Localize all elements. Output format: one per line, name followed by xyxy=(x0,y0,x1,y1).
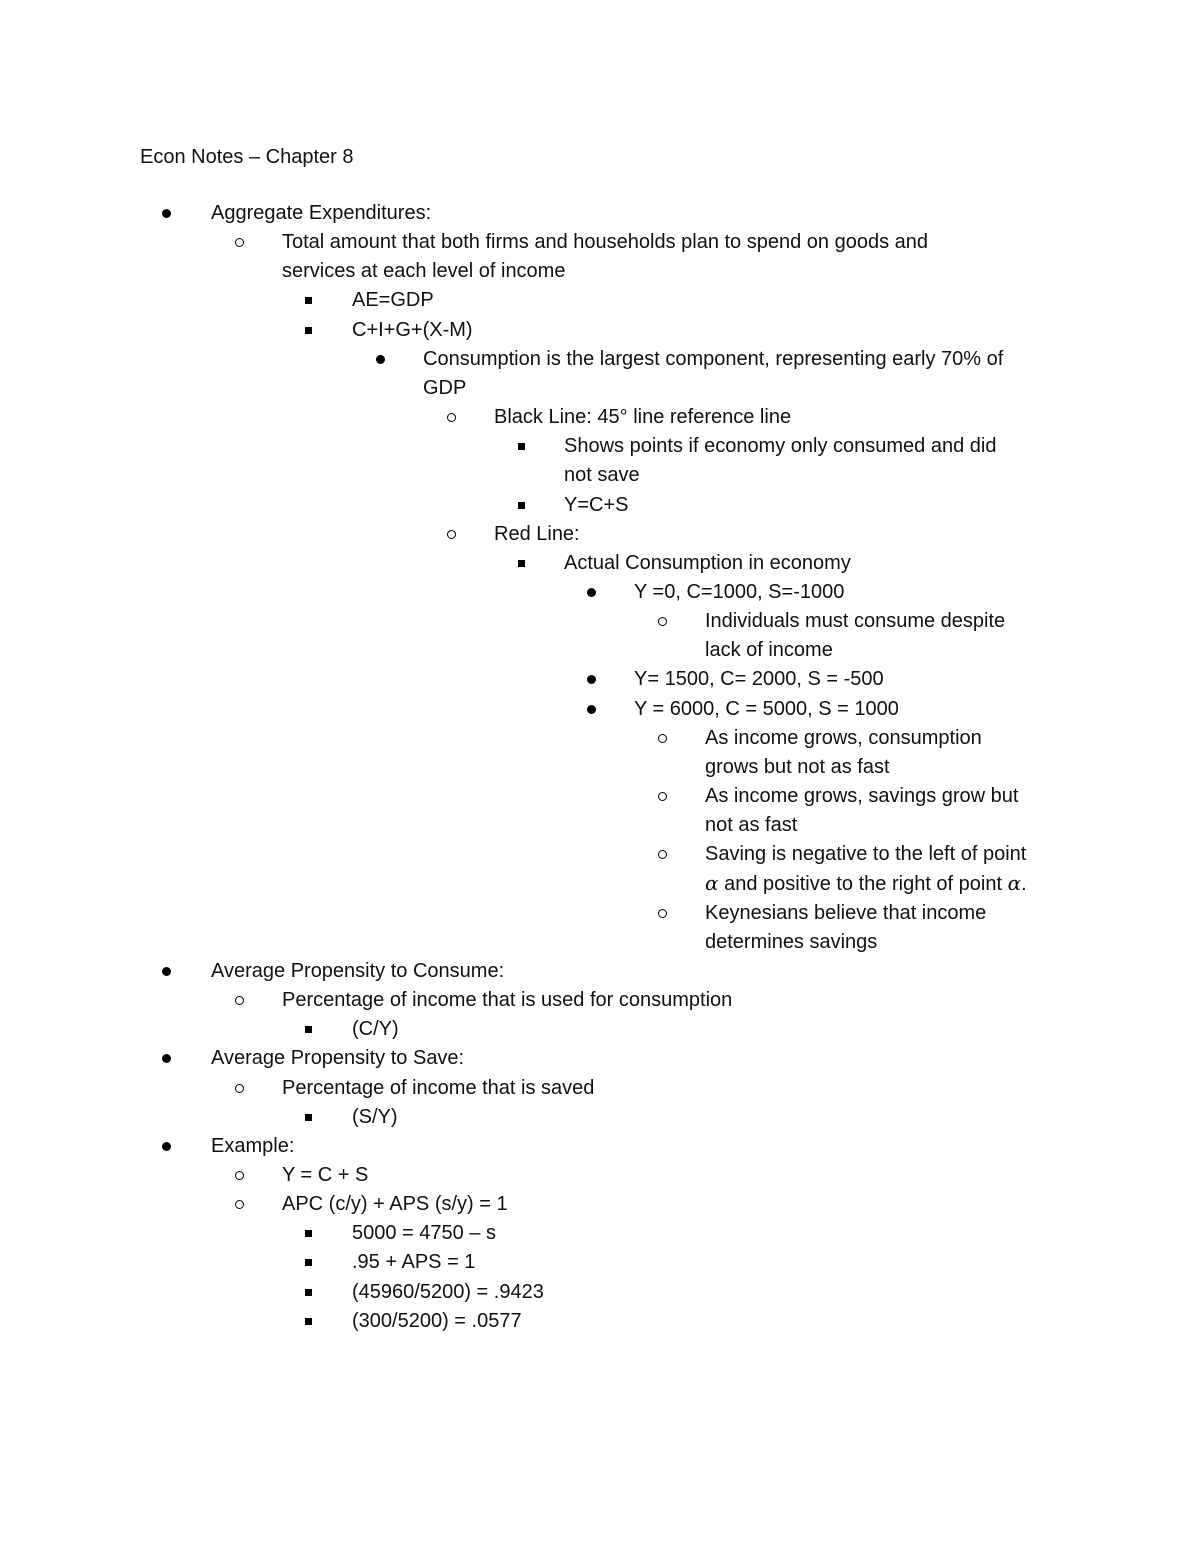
bullet-square-icon xyxy=(506,432,536,461)
outline-item-level-7 xyxy=(0,665,1200,694)
bullet-circle-icon xyxy=(224,1074,254,1103)
item-text: Individuals must consume despite xyxy=(705,610,1006,633)
outline-item-level-3 xyxy=(0,1015,1200,1044)
bullet-dot-icon xyxy=(576,665,606,694)
outline-item-continuation xyxy=(0,374,1200,403)
item-text: AE=GDP xyxy=(352,289,434,312)
item-text: Consumption is the largest component, representing early 70% of xyxy=(423,347,1004,370)
bullet-square-icon xyxy=(293,1103,323,1132)
outline-item-level-3 xyxy=(0,316,1200,345)
bullet-circle-icon xyxy=(647,724,677,753)
item-text: Y =0, C=1000, S=-1000 xyxy=(634,581,845,603)
outline-item-level-4 xyxy=(0,345,1200,374)
page-title: Econ Notes – Chapter 8 xyxy=(140,146,354,168)
outline-item-level-7 xyxy=(0,578,1200,607)
item-text: Example: xyxy=(211,1134,295,1157)
bullet-circle-icon xyxy=(436,403,466,432)
bullet-circle-icon xyxy=(224,1161,254,1190)
item-text: As income grows, savings grow but xyxy=(705,785,1019,807)
outline-item-level-5 xyxy=(0,520,1200,549)
outline-item-level-8 xyxy=(0,724,1200,753)
item-text: Percentage of income that is used for consumption xyxy=(282,989,733,1011)
bullet-dot-icon xyxy=(151,1132,181,1161)
bullet-square-icon xyxy=(506,491,536,520)
outline-item-continuation xyxy=(0,811,1200,840)
item-text: Y = 6000, C = 5000, S = 1000 xyxy=(634,697,899,720)
item-text: Y=C+S xyxy=(564,493,629,516)
bullet-circle-icon xyxy=(224,228,254,257)
bullet-dot-icon xyxy=(151,199,181,228)
item-text: (300/5200) = .0577 xyxy=(352,1309,522,1332)
outline-item-level-1 xyxy=(0,1132,1200,1161)
outline-item-level-2 xyxy=(0,1074,1200,1103)
item-text: (S/Y) xyxy=(352,1105,398,1128)
outline-item-level-3 xyxy=(0,286,1200,315)
item-text: C+I+G+(X-M) xyxy=(352,318,473,341)
item-text: Black Line: 45° line reference line xyxy=(494,406,792,428)
item-text: .95 + APS = 1 xyxy=(352,1251,476,1274)
outline-item-level-2 xyxy=(0,1190,1200,1219)
outline-item-level-2 xyxy=(0,986,1200,1015)
item-text: (45960/5200) = .9423 xyxy=(352,1280,544,1303)
bullet-dot-icon xyxy=(576,695,606,724)
outline-item-level-3 xyxy=(0,1307,1200,1336)
outline-item-level-2 xyxy=(0,228,1200,257)
bullet-circle-icon xyxy=(224,986,254,1015)
outline-item-level-8 xyxy=(0,840,1200,869)
item-text: Aggregate Expenditures: xyxy=(211,202,432,224)
bullet-square-icon xyxy=(293,1307,323,1336)
outline-item-level-2 xyxy=(0,1161,1200,1190)
bullet-circle-icon xyxy=(647,782,677,811)
item-text: (C/Y) xyxy=(352,1018,399,1041)
outline-item-level-8 xyxy=(0,607,1200,636)
bullet-square-icon xyxy=(293,1219,323,1248)
bullet-circle-icon xyxy=(647,899,677,928)
item-text: GDP xyxy=(423,376,467,399)
bullet-square-icon xyxy=(293,1278,323,1307)
bullet-square-icon xyxy=(506,549,536,578)
item-text: Red Line: xyxy=(494,522,580,545)
item-text: Shows points if economy only consumed and did xyxy=(564,435,997,458)
outline-item-level-3 xyxy=(0,1103,1200,1132)
outline-item-continuation xyxy=(0,636,1200,665)
item-text: Total amount that both firms and households plan to spend on goods and xyxy=(282,231,929,254)
item-text: Y= 1500, C= 2000, S = -500 xyxy=(634,668,884,691)
bullet-circle-icon xyxy=(647,840,677,869)
item-text: Percentage of income that is saved xyxy=(282,1076,595,1099)
outline-item-level-8 xyxy=(0,782,1200,811)
item-text: Average Propensity to Consume: xyxy=(211,959,505,982)
item-text: Saving is negative to the left of point xyxy=(705,843,1027,866)
outline-item-level-1 xyxy=(0,957,1200,986)
outline-item-level-3 xyxy=(0,1248,1200,1277)
outline-item-level-1 xyxy=(0,1044,1200,1073)
outline-item-continuation xyxy=(0,928,1200,957)
outline-item-level-5 xyxy=(0,403,1200,432)
outline-item-level-8 xyxy=(0,899,1200,928)
item-text: As income grows, consumption xyxy=(705,726,982,749)
item-text: lack of income xyxy=(705,639,833,662)
bullet-square-icon xyxy=(293,316,323,345)
item-text: 5000 = 4750 – s xyxy=(352,1222,497,1245)
outline-item-continuation xyxy=(0,753,1200,782)
item-text: grows but not as fast xyxy=(705,755,890,778)
bullet-dot-icon xyxy=(576,578,606,607)
item-text: not save xyxy=(564,464,640,487)
outline-item-continuation xyxy=(0,257,1200,286)
outline-item-continuation xyxy=(0,869,1200,898)
bullet-circle-icon xyxy=(436,520,466,549)
bullet-square-icon xyxy=(293,286,323,315)
outline-item-continuation xyxy=(0,461,1200,490)
outline-item-level-3 xyxy=(0,1219,1200,1248)
bullet-square-icon xyxy=(293,1015,323,1044)
item-text: Actual Consumption in economy xyxy=(564,551,851,574)
bullet-dot-icon xyxy=(151,1044,181,1073)
item-text: Y = C + S xyxy=(282,1163,369,1186)
bullet-circle-icon xyxy=(647,607,677,636)
item-text: determines savings xyxy=(705,930,878,953)
outline-item-level-7 xyxy=(0,695,1200,724)
bullet-circle-icon xyxy=(224,1190,254,1219)
item-text: α and positive to the right of point α. xyxy=(705,871,1027,896)
outline-item-level-3 xyxy=(0,1278,1200,1307)
bullet-dot-icon xyxy=(365,345,395,374)
item-text: not as fast xyxy=(705,814,798,837)
outline-item-level-6 xyxy=(0,491,1200,520)
bullet-dot-icon xyxy=(151,957,181,986)
outline-item-level-1 xyxy=(0,199,1200,228)
outline-item-level-6 xyxy=(0,549,1200,578)
outline-item-level-6 xyxy=(0,432,1200,461)
item-text: APC (c/y) + APS (s/y) = 1 xyxy=(282,1193,508,1216)
item-text: Average Propensity to Save: xyxy=(211,1047,465,1070)
item-text: services at each level of income xyxy=(282,260,566,283)
item-text: Keynesians believe that income xyxy=(705,901,987,924)
bullet-square-icon xyxy=(293,1248,323,1277)
